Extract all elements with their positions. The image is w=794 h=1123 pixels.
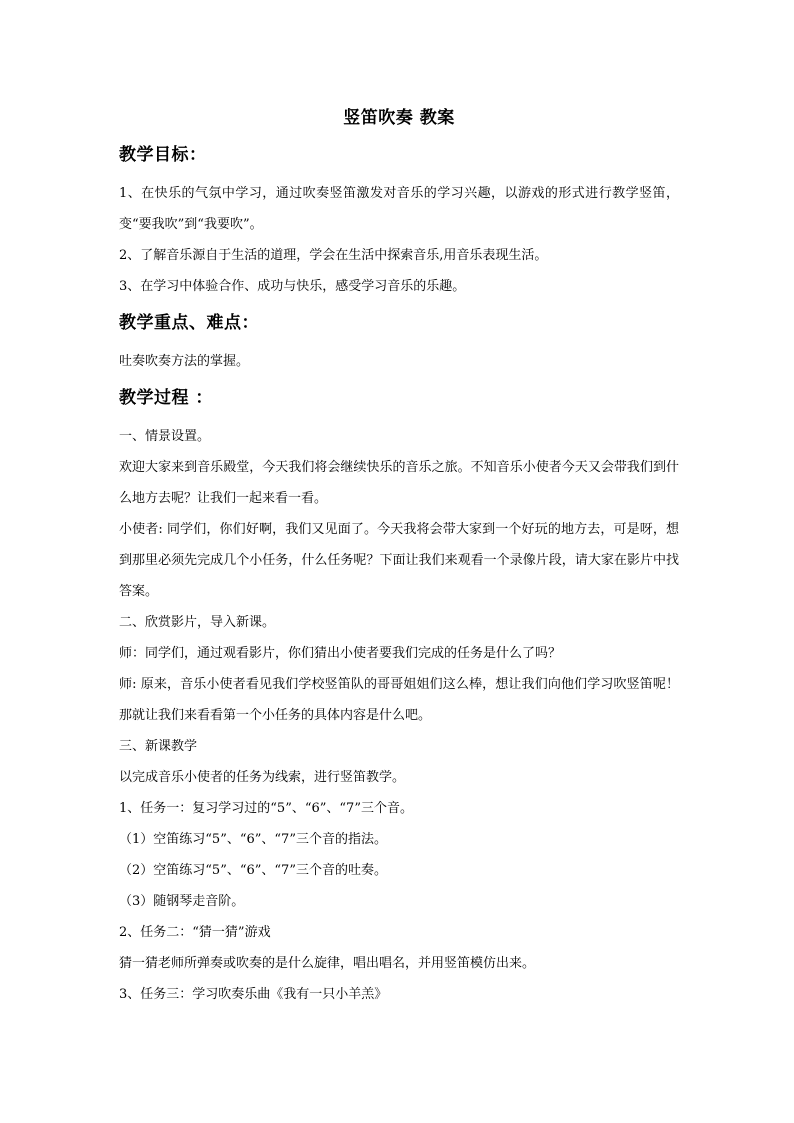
process-paragraph: 猜一猜老师所弹奏或吹奏的是什么旋律，唱出唱名，并用竖笛模仿出来。 bbox=[119, 956, 536, 971]
process-paragraph: （1）空笛练习“5”、“6”、“7”三个音的指法。 bbox=[119, 832, 387, 847]
process-paragraph: （2）空笛练习“5”、“6”、“7”三个音的吐奏。 bbox=[119, 863, 387, 878]
objective-item-2: 2、了解音乐源自于生活的道理，学会在生活中探索音乐,用音乐表现生活。 bbox=[119, 248, 548, 263]
process-paragraph: 三、新课教学 bbox=[119, 739, 198, 754]
process-paragraph: 师：同学们，通过观看影片，你们猜出小使者要我们完成的任务是什么了吗？ bbox=[119, 646, 562, 661]
document-title: 竖笛吹奏 教案 bbox=[343, 108, 455, 128]
process-paragraph: 2、任务二：“猜一猜”游戏 bbox=[119, 925, 271, 940]
objective-item-1: 1、在快乐的气氛中学习，通过吹奏竖笛激发对音乐的学习兴趣，以游戏的形式进行教学竖笛，变“要我吹”到“我要吹”。 bbox=[119, 186, 679, 232]
process-paragraph: 3、任务三：学习吹奏乐曲《我有一只小羊羔》 bbox=[119, 987, 388, 1002]
process-paragraph: 以完成音乐小使者的任务为线索，进行竖笛教学。 bbox=[119, 770, 406, 785]
process-paragraph: 二、欣赏影片，导入新课。 bbox=[119, 615, 276, 630]
process-paragraph: 欢迎大家来到音乐殿堂，今天我们将会继续快乐的音乐之旅。不知音乐小使者今天又会带我们到什么地方去呢？让我们一起来看一看。 bbox=[119, 460, 679, 506]
process-paragraph: 师: 原来，音乐小使者看见我们学校竖笛队的哥哥姐姐们这么棒，想让我们向他们学习吹竖笛呢！那就让我们来看看第一个小任务的具体内容是什么吧。 bbox=[119, 677, 679, 723]
process-paragraph: 1、任务一：复习学习过的“5”、“6”、“7”三个音。 bbox=[119, 801, 413, 816]
process-paragraph: 一、情景设置。 bbox=[119, 429, 211, 444]
objective-item-3: 3、在学习中体验合作、成功与快乐，感受学习音乐的乐趣。 bbox=[119, 279, 466, 294]
process-paragraph: 小使者: 同学们，你们好啊，我们又见面了。今天我将会带大家到一个好玩的地方去，可是呀，想到那里必须先完成几个小任务，什么任务呢？下面让我们来观看一个录像片段，请大家在影片中找答案。 bbox=[119, 522, 679, 599]
document-content bbox=[119, 104, 679, 1010]
process-paragraph: （3）随钢琴走音阶。 bbox=[119, 894, 245, 909]
process-heading: 教学过程 ： bbox=[119, 388, 213, 408]
key-points-text: 吐奏吹奏方法的掌握。 bbox=[119, 354, 250, 369]
objectives-heading: 教学目标： bbox=[119, 145, 207, 165]
key-points-heading: 教学重点、难点： bbox=[119, 313, 259, 333]
